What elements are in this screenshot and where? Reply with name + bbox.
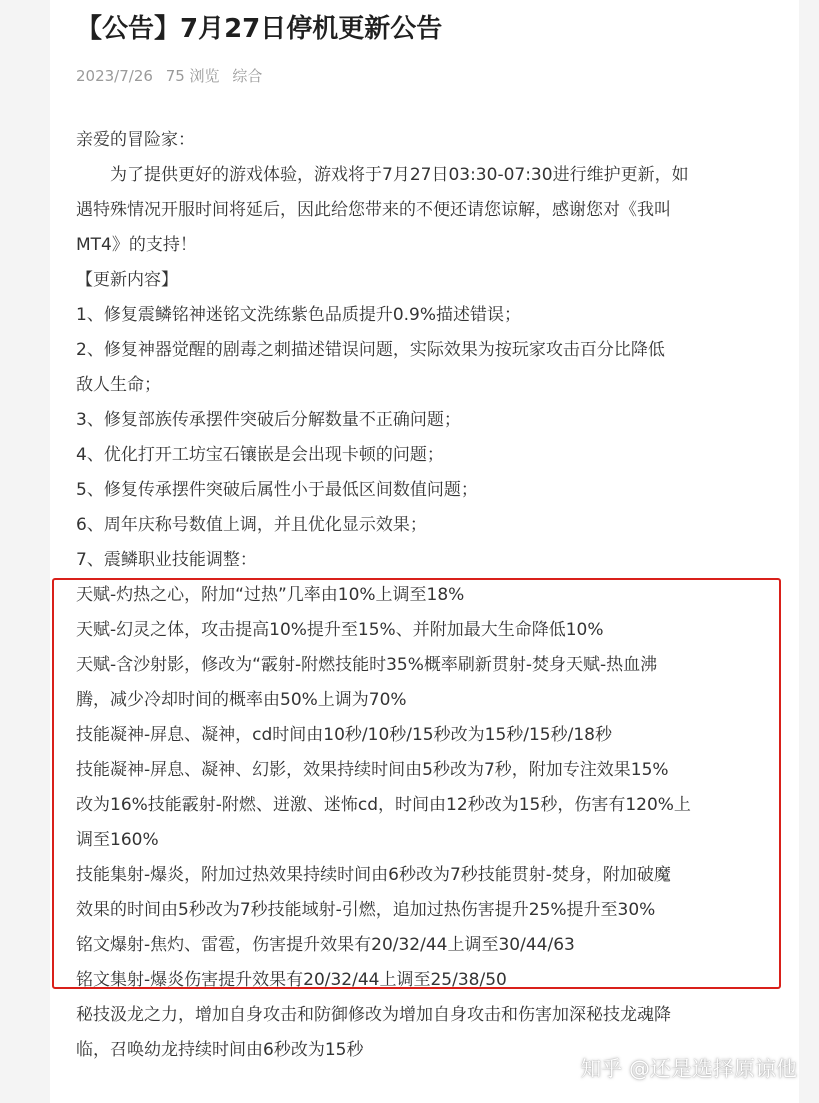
skill-change-line: 效果的时间由5秒改为7秒技能域射-引燃，追加过热伤害提升25%提升至30% [76, 900, 656, 920]
article-title: 【公告】7月27日停机更新公告 [76, 14, 443, 44]
update-item: 6、周年庆称号数值上调，并且优化显示效果； [76, 515, 427, 535]
update-item: 4、优化打开工坊宝石镶嵌是会出现卡顿的问题； [76, 445, 444, 465]
skill-change-line: 技能集射-爆炎，附加过热效果持续时间由6秒改为7秒技能贯射-焚身，附加破魔 [76, 865, 671, 885]
skill-change-line: 技能凝神-屏息、凝神、幻影，效果持续时间由5秒改为7秒，附加专注效果15% [76, 760, 669, 780]
skill-change-line: 调至160% [76, 830, 159, 850]
update-item: 3、修复部族传承摆件突破后分解数量不正确问题； [76, 410, 461, 430]
skill-change-line: 天赋-含沙射影，修改为“霰射-附燃技能时35%概率刷新贯射-焚身天赋-热血沸 [76, 655, 658, 675]
article-meta [76, 64, 270, 88]
section-heading: 【更新内容】 [76, 270, 178, 290]
skill-change-line: 腾，减少冷却时间的概率由50%上调为70% [76, 690, 407, 710]
skill-change-line: 铭文爆射-焦灼、雷雹，伤害提升效果有20/32/44上调至30/44/63 [76, 935, 575, 955]
body-line: 为了提供更好的游戏体验，游戏将于7月27日03:30-07:30进行维护更新，如 [76, 165, 689, 185]
body-line: 临，召唤幼龙持续时间由6秒改为15秒 [76, 1040, 364, 1060]
update-item: 5、修复传承摆件突破后属性小于最低区间数值问题； [76, 480, 478, 500]
update-item: 2、修复神器觉醒的剧毒之刺描述错误问题，实际效果为按玩家攻击百分比降低 [76, 340, 665, 360]
update-item: 1、修复震鳞铭神迷铭文洗练紫色品质提升0.9%描述错误； [76, 305, 522, 325]
skill-change-line: 铭文集射-爆炎伤害提升效果有20/32/44上调至25/38/50 [76, 970, 507, 990]
zhihu-watermark: 知乎 @还是选择原谅他 [580, 1057, 797, 1081]
skill-change-line: 天赋-幻灵之体，攻击提高10%提升至15%、并附加最大生命降低10% [76, 620, 604, 640]
update-item: 7、震鳞职业技能调整： [76, 550, 257, 570]
article-views: 75 浏览 [165, 67, 220, 85]
update-item: 敌人生命； [76, 375, 161, 395]
skill-change-line: 技能凝神-屏息、凝神，cd时间由10秒/10秒/15秒改为15秒/15秒/18秒 [76, 725, 612, 745]
article-body [76, 123, 776, 1068]
body-line: MT4》的支持！ [76, 235, 197, 255]
skill-change-line: 改为16%技能霰射-附燃、迸激、迷怖cd，时间由12秒改为15秒，伤害有120%上 [76, 795, 691, 815]
body-line: 遇特殊情况开服时间将延后，因此给您带来的不便还请您谅解，感谢您对《我叫 [76, 200, 671, 220]
article-date: 2023/7/26 [76, 67, 153, 85]
article-category[interactable]: 综合 [232, 67, 263, 85]
body-line: 秘技汲龙之力，增加自身攻击和防御修改为增加自身攻击和伤害加深秘技龙魂降 [76, 1005, 671, 1025]
greeting-line: 亲爱的冒险家： [76, 130, 195, 150]
skill-change-line: 天赋-灼热之心，附加“过热”几率由10%上调至18% [76, 585, 465, 605]
